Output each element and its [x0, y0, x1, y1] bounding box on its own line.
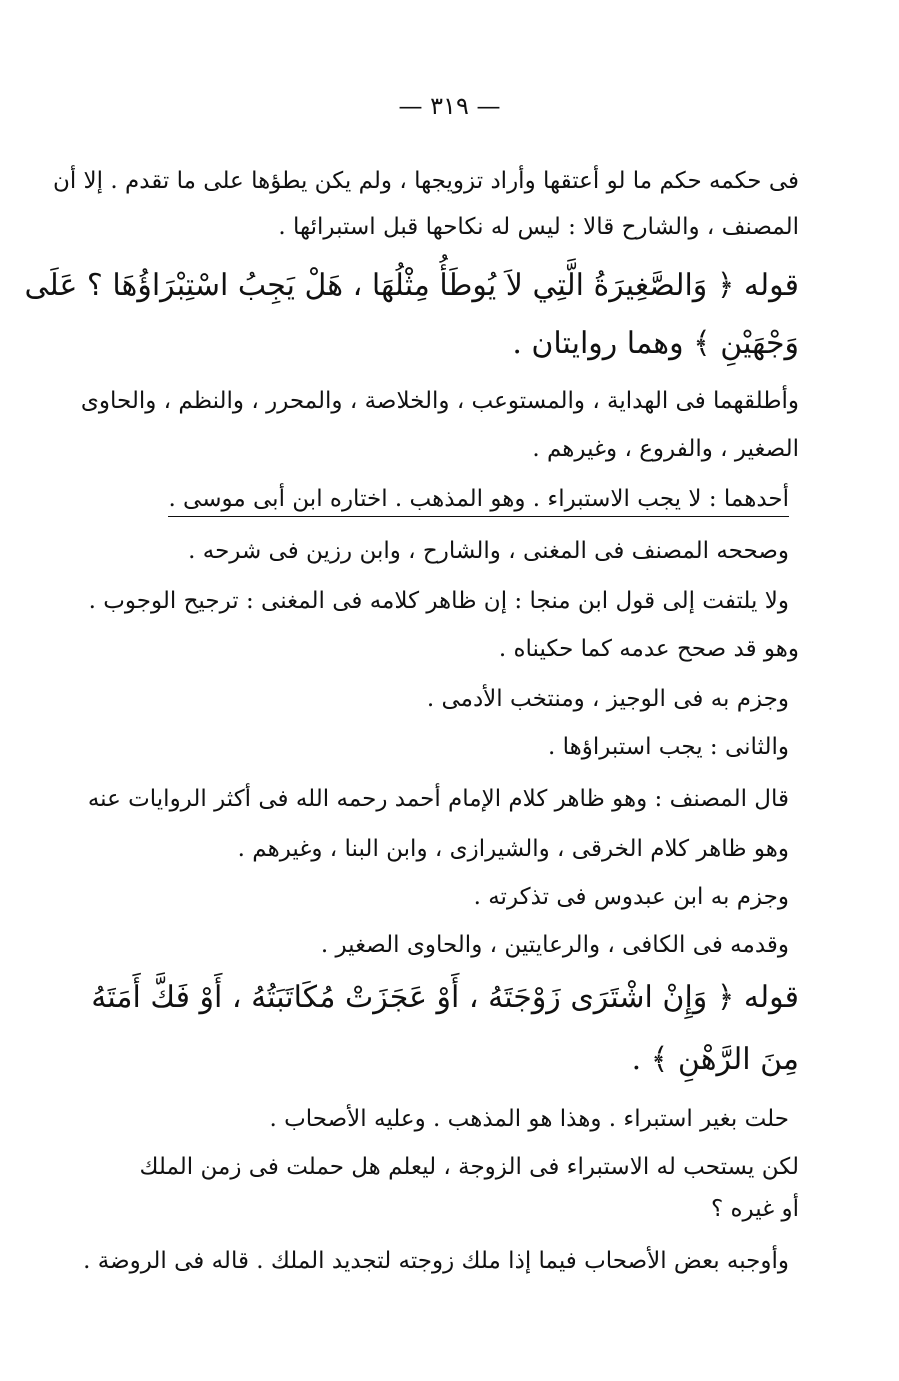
text-line: وهو قد صحح عدمه كما حكيناه . — [498, 636, 799, 662]
text-line: حلت بغير استبراء . وهذا هو المذهب . وعليه الأصحاب . — [269, 1106, 789, 1132]
text-line: وهو ظاهر كلام الخرقى ، والشيرازى ، وابن البنا ، وغيرهم . — [237, 836, 789, 862]
text-line: قال المصنف : وهو ظاهر كلام الإمام أحمد رحمه الله فى أكثر الروايات عنه — [87, 786, 789, 812]
quoted-heading-line: وَجْهَيْنِ ﴾ وهما روايتان . — [512, 326, 799, 361]
page-number: — ٣١٩ — — [398, 92, 501, 120]
text-line: وجزم به فى الوجيز ، ومنتخب الأدمى . — [426, 686, 789, 712]
quoted-heading-line: قوله ﴿ وَالصَّغِيرَةُ الَّتِي لاَ يُوطَأُ مِثْلُهَا ، هَلْ يَجِبُ اسْتِبْرَاؤُهَا ؟ عَلَى — [24, 268, 799, 303]
text-line: أحدهما : لا يجب الاستبراء . وهو المذهب . اختاره ابن أبى موسى . — [168, 482, 789, 517]
text-line: الصغير ، والفروع ، وغيرهم . — [532, 436, 799, 462]
quoted-heading-line: قوله ﴿ وَإِنْ اشْتَرَى زَوْجَتَهُ ، أَوْ عَجَزَتْ مُكَاتَبَتُهُ ، أَوْ فَكَّ أَمَتَهُ — [91, 980, 799, 1015]
text-line: وأوجبه بعض الأصحاب فيما إذا ملك زوجته لتجديد الملك . قاله فى الروضة . — [83, 1248, 789, 1274]
text-line: وأطلقهما فى الهداية ، والمستوعب ، والخلاصة ، والمحرر ، والنظم ، والحاوى — [80, 388, 799, 414]
text-line: وصححه المصنف فى المغنى ، والشارح ، وابن رزين فى شرحه . — [188, 538, 789, 564]
text-line: وجزم به ابن عبدوس فى تذكرته . — [473, 884, 789, 910]
text-line: لكن يستحب له الاستبراء فى الزوجة ، ليعلم هل حملت فى زمن الملك — [139, 1154, 799, 1180]
text-line: فى حكمه حكم ما لو أعتقها وأراد تزويجها ، ولم يكن يطؤها على ما تقدم . إلا أن — [52, 168, 799, 194]
text-line: أو غيره ؟ — [710, 1196, 799, 1222]
text-line: ولا يلتفت إلى قول ابن منجا : إن ظاهر كلامه فى المغنى : ترجيح الوجوب . — [88, 588, 789, 614]
text-line: والثانى : يجب استبراؤها . — [547, 734, 789, 760]
quoted-heading-line: مِنَ الرَّهْنِ ﴾ . — [631, 1042, 799, 1077]
text-line: المصنف ، والشارح قالا : ليس له نكاحها قبل استبرائها . — [278, 214, 799, 240]
text-line: وقدمه فى الكافى ، والرعايتين ، والحاوى الصغير . — [320, 932, 789, 958]
